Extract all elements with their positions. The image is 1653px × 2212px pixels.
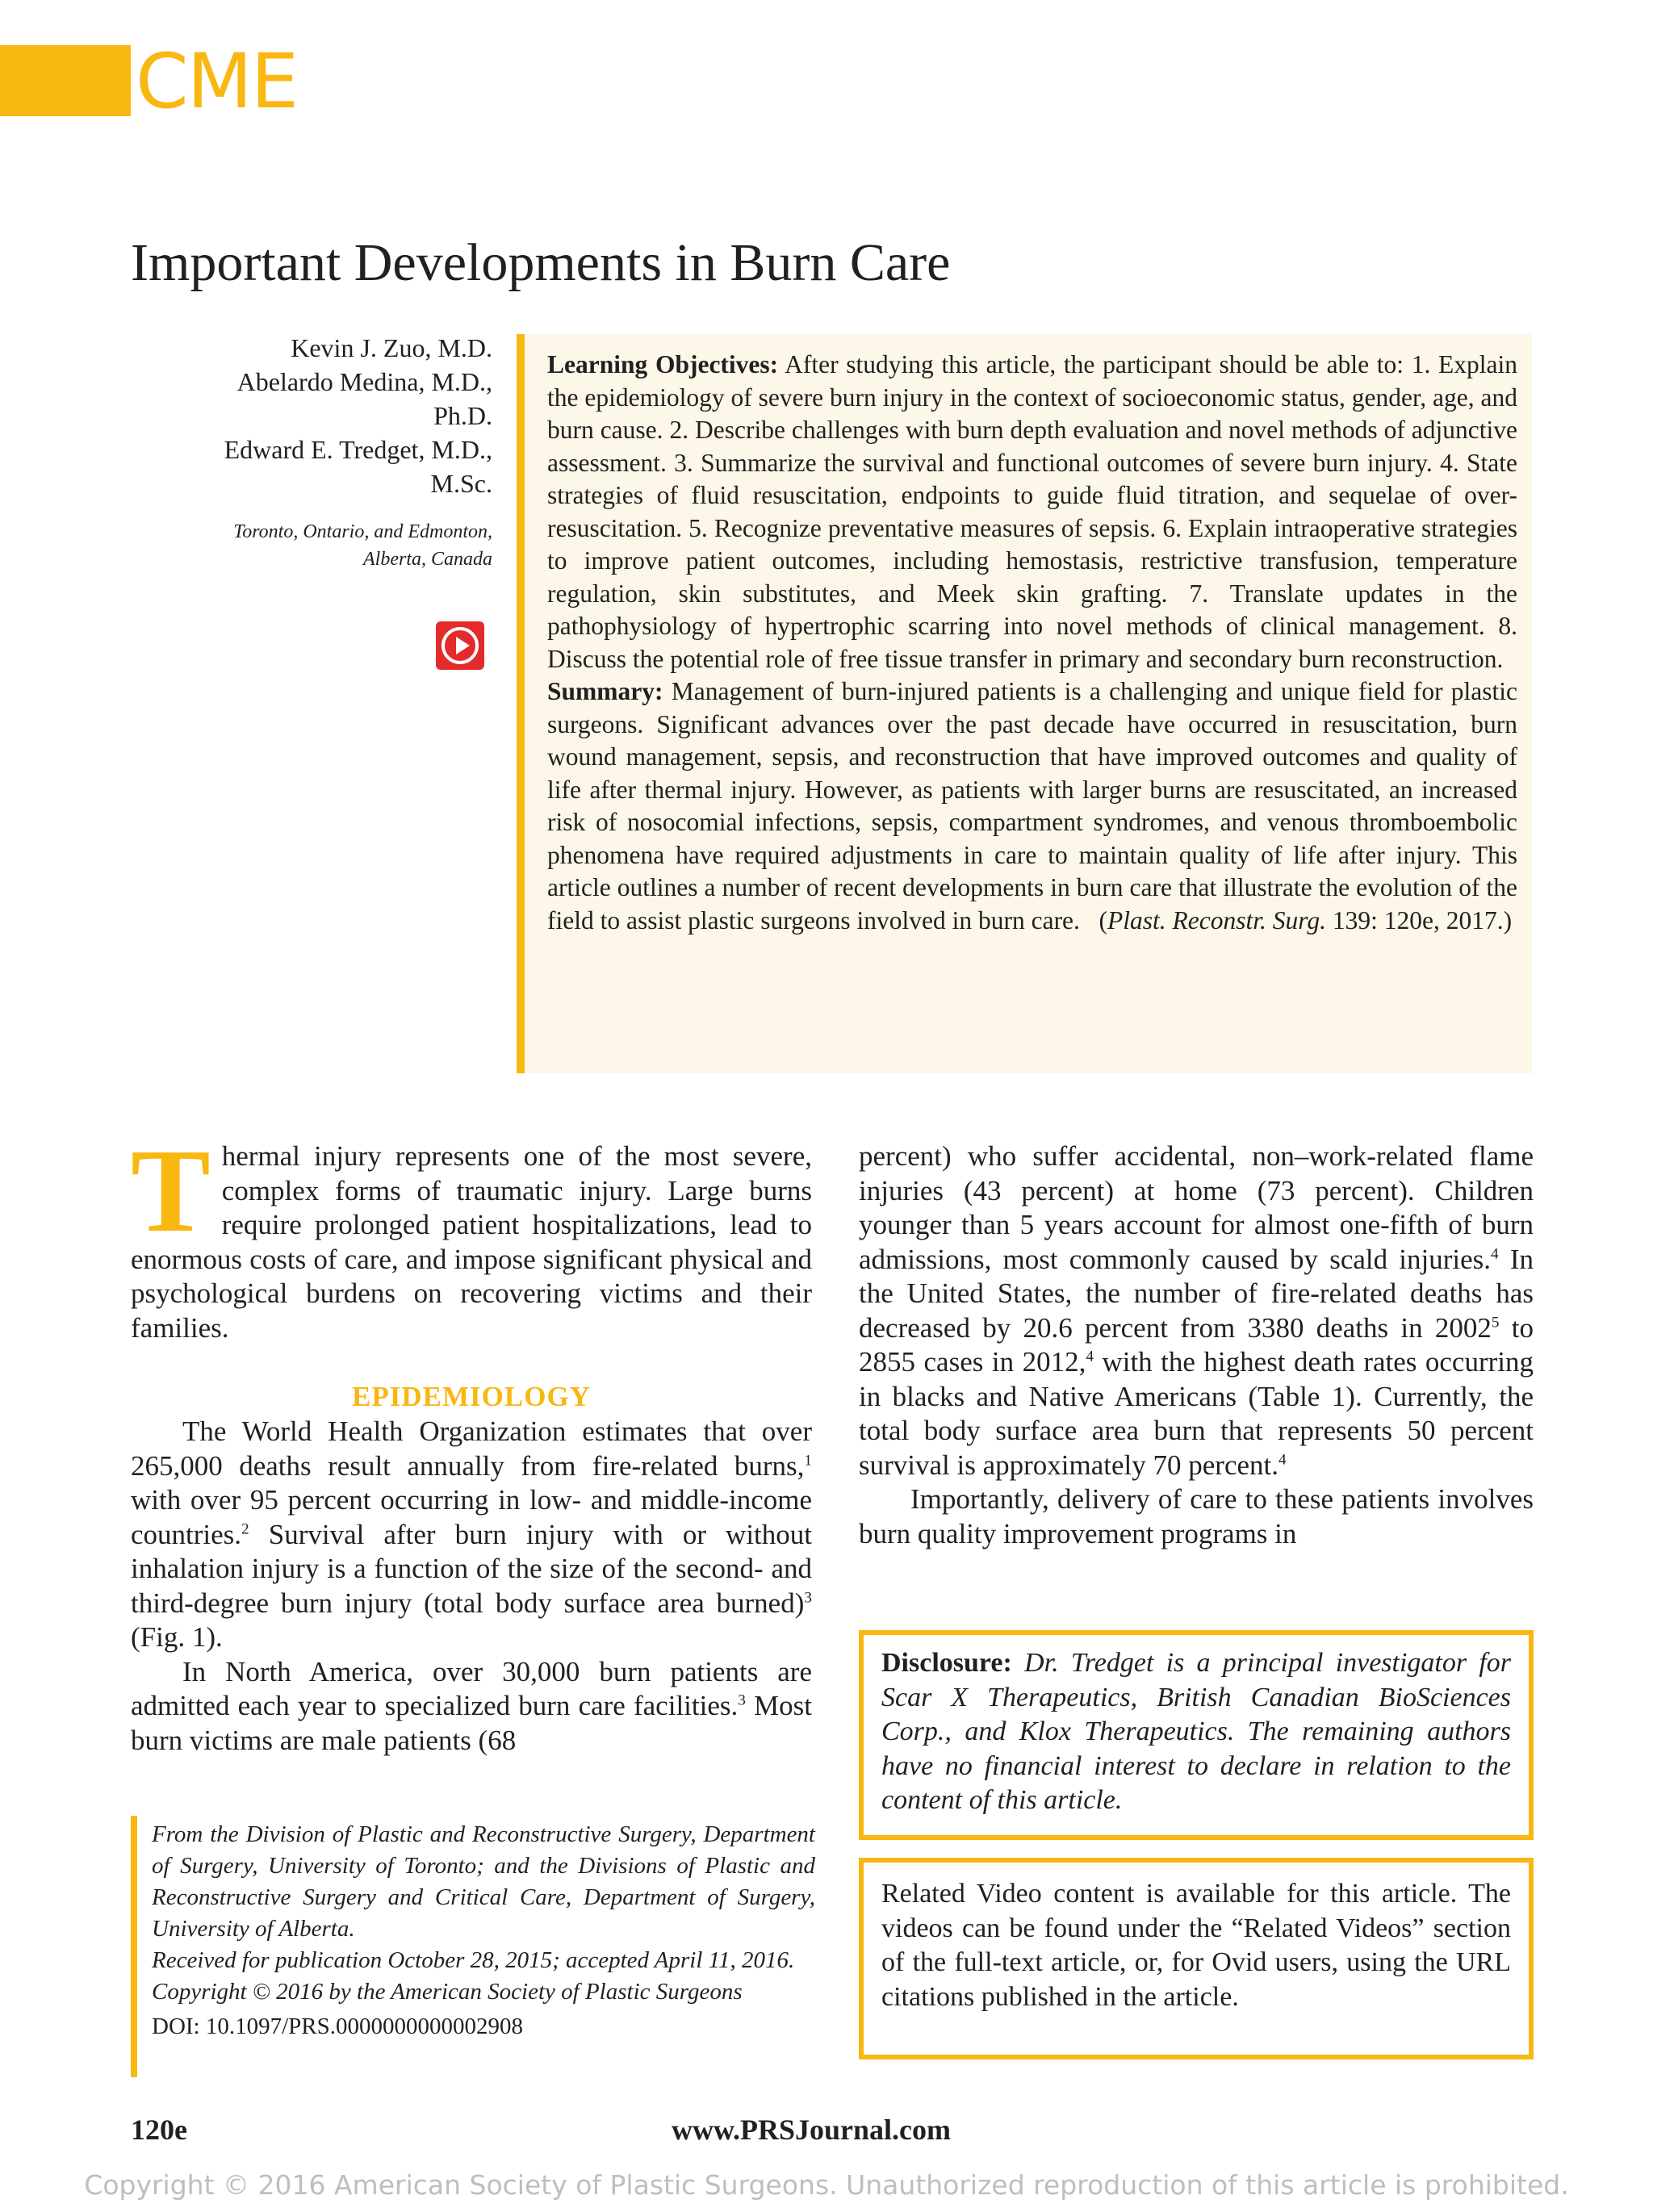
affiliation-line: Toronto, Ontario, and Edmonton, bbox=[233, 521, 492, 542]
text-run: with over 95 percent occurring in low- and middle-income countries. bbox=[131, 1484, 812, 1550]
reference-superscript: 4 bbox=[1491, 1244, 1499, 1262]
paragraph-quality-programs: Importantly, delivery of care to these patients involves burn quality improvement programs in bbox=[859, 1483, 1534, 1549]
author-line: Abelardo Medina, M.D., bbox=[236, 367, 492, 396]
text-run: In the United States, the number of fire-related deaths has decreased by 20.6 percent from 3380 deaths in 2002 bbox=[859, 1243, 1534, 1344]
learning-objectives bbox=[547, 349, 1517, 675]
journal-url[interactable]: www.PRSJournal.com bbox=[672, 2114, 952, 2146]
summary: Summary: Management of burn-injured patients is a challenging and unique field for plastic surgeons. Significant advances over the past decade have occurred in resuscitation, burn wound management, sepsis, and reconstruction that have improved outcomes and quality of life after thermal injury. However, as patients with larger burns are resuscitated, an increased risk of nosocomial infections, sepsis, compartment syndromes, and venous thromboembolic phenomena have required adjustments in care to maintain quality of life after injury. This article outlines a number of recent developments in burn care that illustrate the evolution of the field to assist plastic surgeons involved in burn care. (Plast. Reconstr. Surg. 139: 120e, 2017.) bbox=[547, 677, 1517, 935]
paragraph-north-america-part1 bbox=[131, 1655, 812, 1758]
body-column-left bbox=[131, 1125, 812, 1758]
text-run: percent) who suffer accidental, non–work-related flame injuries (43 percent) at home (73 percent). Children younger than 5 years account for almost one-fifth of burn admissions, most commonly caused by scald injuries. bbox=[859, 1140, 1534, 1275]
paragraph-who bbox=[131, 1415, 812, 1655]
reference-superscript: 4 bbox=[1278, 1450, 1287, 1468]
related-video-box: Related Video content is available for this article. The videos can be found under the “Related Videos” section of the full-text article, or, for Ovid users, using the URL citations published in the article. bbox=[859, 1858, 1534, 2059]
text-run: with the highest death rates occurring in blacks and Native Americans (Table 1). Currently, the total body surface area burn that represents 50 percent survival is approximately 70 percent. bbox=[859, 1346, 1534, 1481]
text-run: to 2855 cases in 2012, bbox=[859, 1311, 1534, 1378]
reference-superscript: 5 bbox=[1491, 1313, 1500, 1331]
text-run: Most burn victims are male patients (68 bbox=[131, 1690, 812, 1756]
text-run: (Fig. 1). bbox=[131, 1621, 223, 1653]
summary-text: Management of burn-injured patients is a challenging and unique field for plastic surgeons. Significant advances over the past decade have occurred in resuscitation, burn wound management, sepsis, and reconstruction that have improved outcomes and quality of life after thermal injury. However, as patients with larger burns are resuscitated, an increased risk of nosocomial infections, sepsis, compartment syndromes, and venous thromboembolic phenomena have required adjustments in care to maintain quality of life after injury. This article outlines a number of recent developments in burn care that illustrate the evolution of the field to assist plastic surgeons involved in burn care. bbox=[547, 677, 1517, 935]
objectives-label: Learning Objectives: bbox=[547, 350, 779, 378]
reference-superscript: 3 bbox=[738, 1691, 746, 1709]
disclosure-box bbox=[859, 1630, 1534, 1840]
author-line: Ph.D. bbox=[433, 401, 492, 430]
affiliation-line: Alberta, Canada bbox=[363, 549, 492, 570]
author-list bbox=[137, 331, 492, 500]
citation-journal: Plast. Reconstr. Surg. bbox=[1107, 905, 1326, 935]
intro-paragraph bbox=[131, 1125, 812, 1345]
author-line: Kevin J. Zuo, M.D. bbox=[291, 333, 492, 362]
cme-label: CME bbox=[136, 38, 298, 126]
play-video-icon[interactable] bbox=[436, 621, 484, 670]
author-affiliation bbox=[137, 518, 492, 573]
disclosure-label: Disclosure: bbox=[881, 1648, 1012, 1678]
article-footnote bbox=[131, 1816, 815, 2077]
reference-superscript: 2 bbox=[241, 1520, 249, 1537]
copyright-notice: Copyright © 2016 American Society of Plastic Surgeons. Unauthorized reproduction of this article is prohibited. bbox=[84, 2169, 1569, 2201]
footnote-copyright: Copyright © 2016 by the American Society of Plastic Surgeons bbox=[152, 1979, 743, 2005]
footnote-affiliation: From the Division of Plastic and Reconstructive Surgery, Department of Surgery, University of Toronto; and the Divisions of Plastic and Reconstructive Surgery and Critical Care, Department of Surgery, University of Alberta. bbox=[152, 1821, 815, 1942]
reference-superscript: 4 bbox=[1086, 1348, 1094, 1365]
author-line: M.Sc. bbox=[430, 469, 492, 498]
objectives-text: After studying this article, the participant should be able to: 1. Explain the epidemiology of severe burn injury in the context of socioeconomic status, gender, age, and burn cause. 2. Describe challenges with burn depth evaluation and novel methods of adjunctive assessment. 3. Summarize the survival and functional outcomes of severe burn injury. 4. State strategies of fluid resuscitation, endpoints to guide fluid titration, and sequelae of over-resuscitation. 5. Recognize preventative measures of sepsis. 6. Explain intraoperative strategies to improve patient outcomes, including hemostasis, restrictive transfusion, temperature regulation, skin substitutes, and Meek skin grafting. 7. Translate updates in the pathophysiology of hypertrophic scarring into novel methods of clinical management. 8. Discuss the potential role of free tissue transfer in primary and secondary burn reconstruction. bbox=[547, 350, 1517, 673]
article-title: Important Developments in Burn Care bbox=[131, 233, 951, 292]
disclosure-text: Dr. Tredget is a principal investigator for Scar X Therapeutics, British Canadian BioSciences Corp., and Klox Therapeutics. The remaining authors have no financial interest to declare in relation to the content of this article. bbox=[881, 1648, 1512, 1815]
drop-cap: T bbox=[131, 1125, 211, 1257]
text-run: The World Health Organization estimates that over 265,000 deaths result annually from fire-related burns, bbox=[131, 1415, 812, 1482]
page-number: 120e bbox=[131, 2114, 187, 2146]
reference-superscript: 3 bbox=[804, 1588, 812, 1606]
learning-objectives-box bbox=[517, 334, 1532, 1073]
footnote-received: Received for publication October 28, 2015; accepted April 11, 2016. bbox=[152, 1947, 795, 1973]
footnote-doi: DOI: 10.1097/PRS.0000000000002908 bbox=[152, 2013, 524, 2039]
section-heading-epidemiology: EPIDEMIOLOGY bbox=[352, 1381, 591, 1412]
citation-details: 139: 120e, 2017.) bbox=[1332, 905, 1513, 935]
text-run: In North America, over 30,000 burn patients are admitted each year to specialized burn care facilities. bbox=[131, 1655, 812, 1721]
paragraph-north-america-part2 bbox=[859, 1139, 1534, 1482]
text-run: Survival after burn injury with or without inhalation injury is a function of the size of the second- and third-degree burn injury (total body surface area burned) bbox=[131, 1518, 812, 1619]
author-line: Edward E. Tredget, M.D., bbox=[224, 435, 492, 464]
intro-text: hermal injury represents one of the most severe, complex forms of traumatic injury. Large burns require prolonged patient hospitalizations, lead to enormous costs of care, and impose significant physical and psychological burdens on recovering victims and their families. bbox=[131, 1140, 812, 1344]
cme-banner-bar bbox=[0, 45, 131, 116]
body-column-right bbox=[859, 1139, 1534, 1551]
summary-label: Summary: bbox=[547, 677, 663, 705]
reference-superscript: 1 bbox=[804, 1451, 812, 1469]
